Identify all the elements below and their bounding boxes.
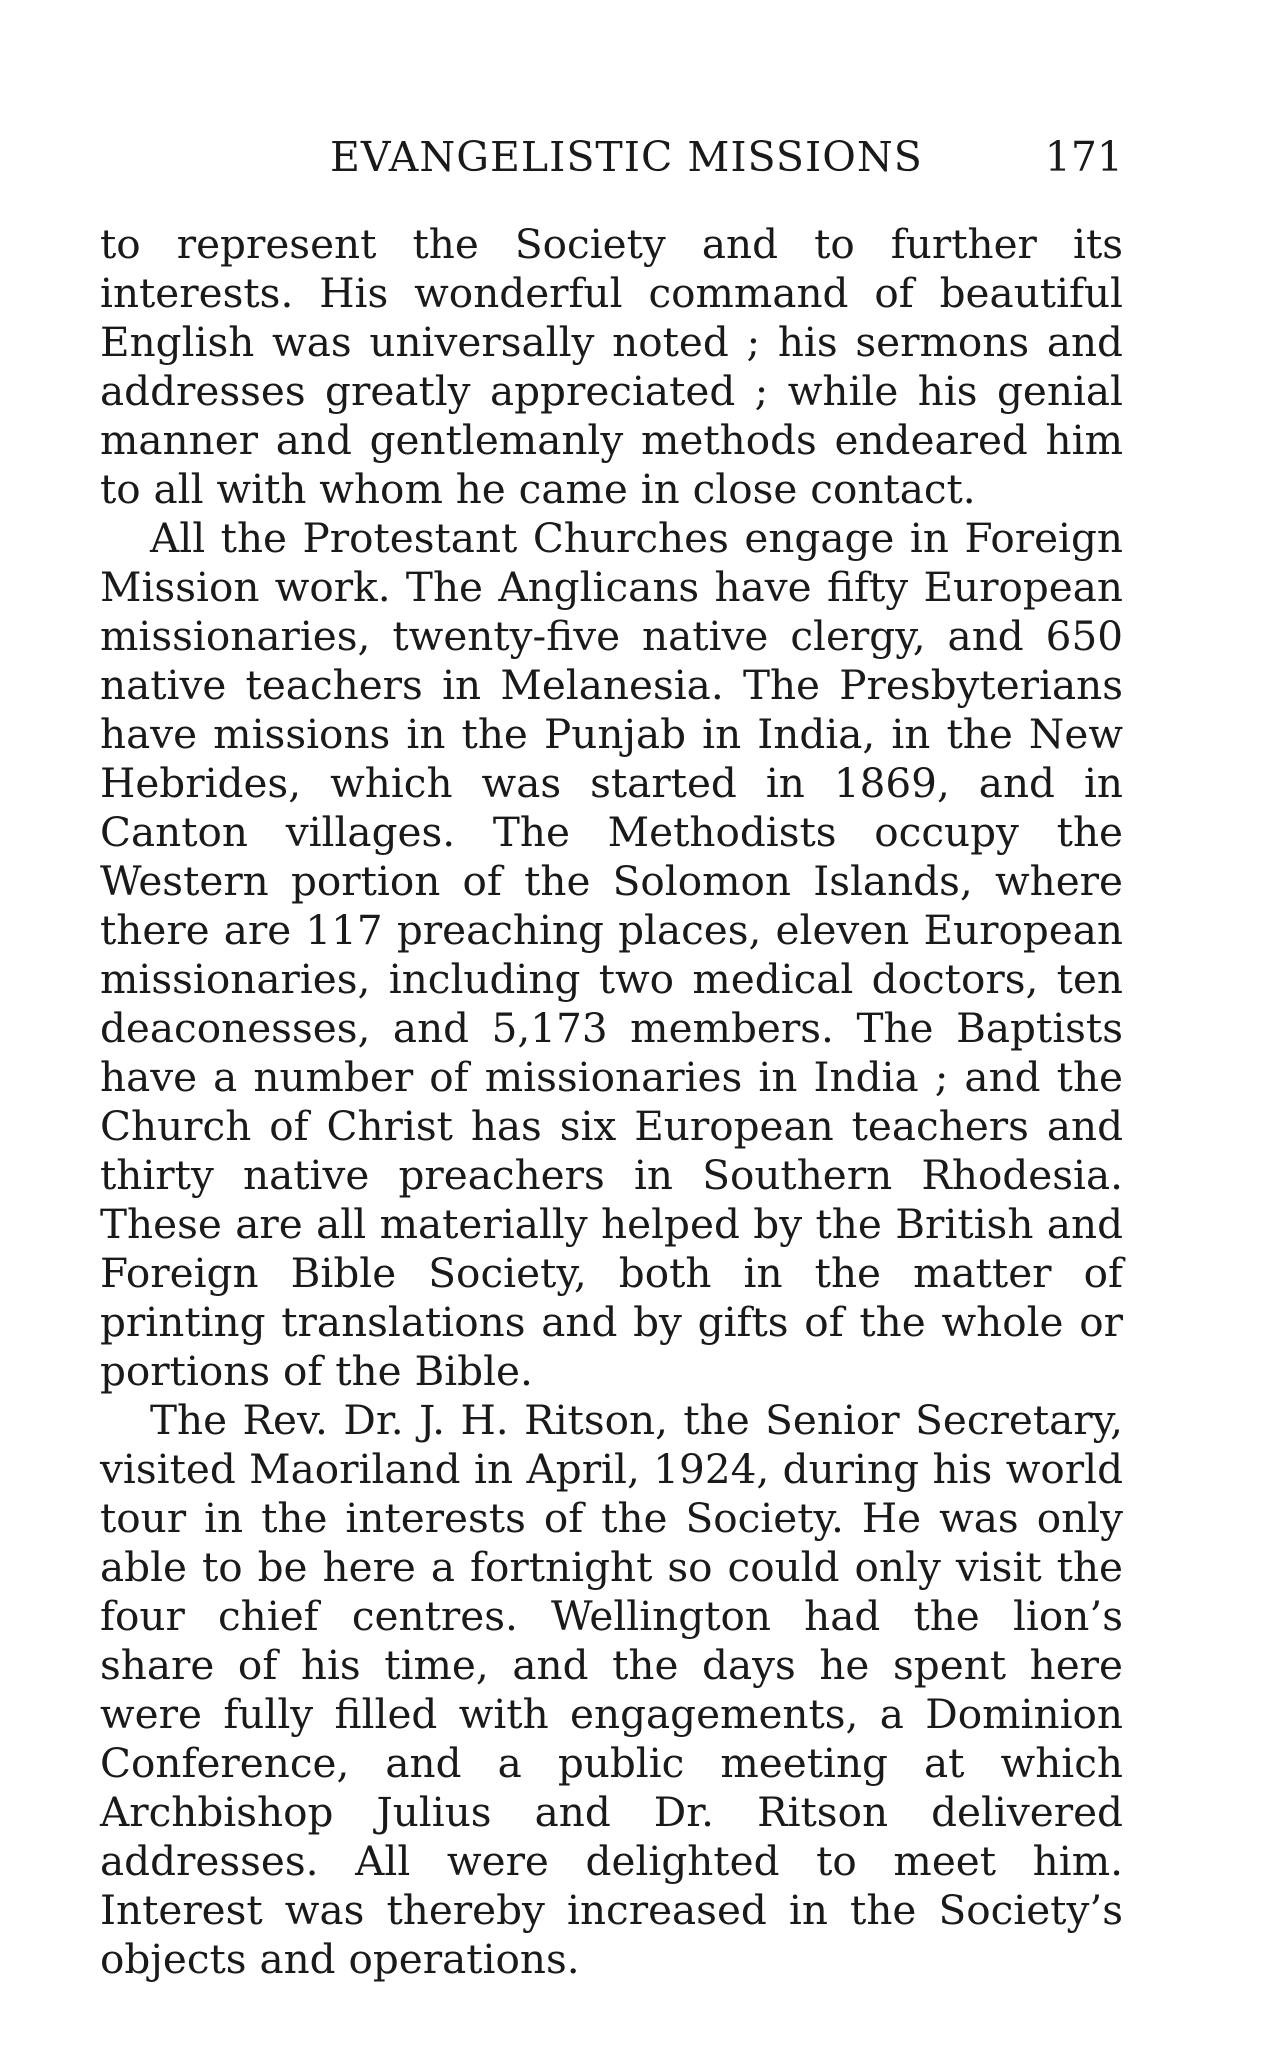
body-text — [100, 220, 1123, 1984]
paragraph-protestant-missions: All the Protestant Churches engage in Foreign Mission work. The Anglicans have fifty European missionaries, twenty-five native clergy, and 650 native teachers in Melanesia. The Presbyterians have missions in the Punjab in India, in the New Hebrides, which was started in 1869, and in Canton villages. The Methodists occupy the Western portion of the Solomon Islands, where there are 117 preaching places, eleven European missionaries, including two medical doctors, ten deaconesses, and 5,173 members. The Baptists have a number of missionaries in India ; and the Church of Christ has six European teachers and thirty native preachers in Southern Rhodesia. These are all materially helped by the British and Foreign Bible Society, both in the matter of printing translations and by gifts of the whole or portions of the Bible. — [100, 514, 1123, 1395]
running-head: EVANGELISTIC MISSIONS — [330, 133, 923, 181]
page-header — [100, 132, 1123, 182]
paragraph-ritson-visit: The Rev. Dr. J. H. Ritson, the Senior Secretary, visited Maoriland in April, 1924, during his world tour in the interests of the Society. He was only able to be here a fortnight so could only visit the four chief centres. Wellington had the lion’s share of his time, and the days he spent here were fully filled with engagements, a Dominion Conference, and a public meeting at which Archbishop Julius and Dr. Ritson delivered addresses. All were delighted to meet him. Interest was thereby increased in the Society’s objects and operations. — [100, 1396, 1123, 1983]
paragraph-continuation: to represent the Society and to further its interests. His wonderful command of beautiful English was universally noted ; his sermons and addresses greatly appreciated ; while his genial manner and gentlemanly methods endeared him to all with whom he came in close contact. — [100, 220, 1123, 513]
page-number: 171 — [1044, 133, 1123, 181]
